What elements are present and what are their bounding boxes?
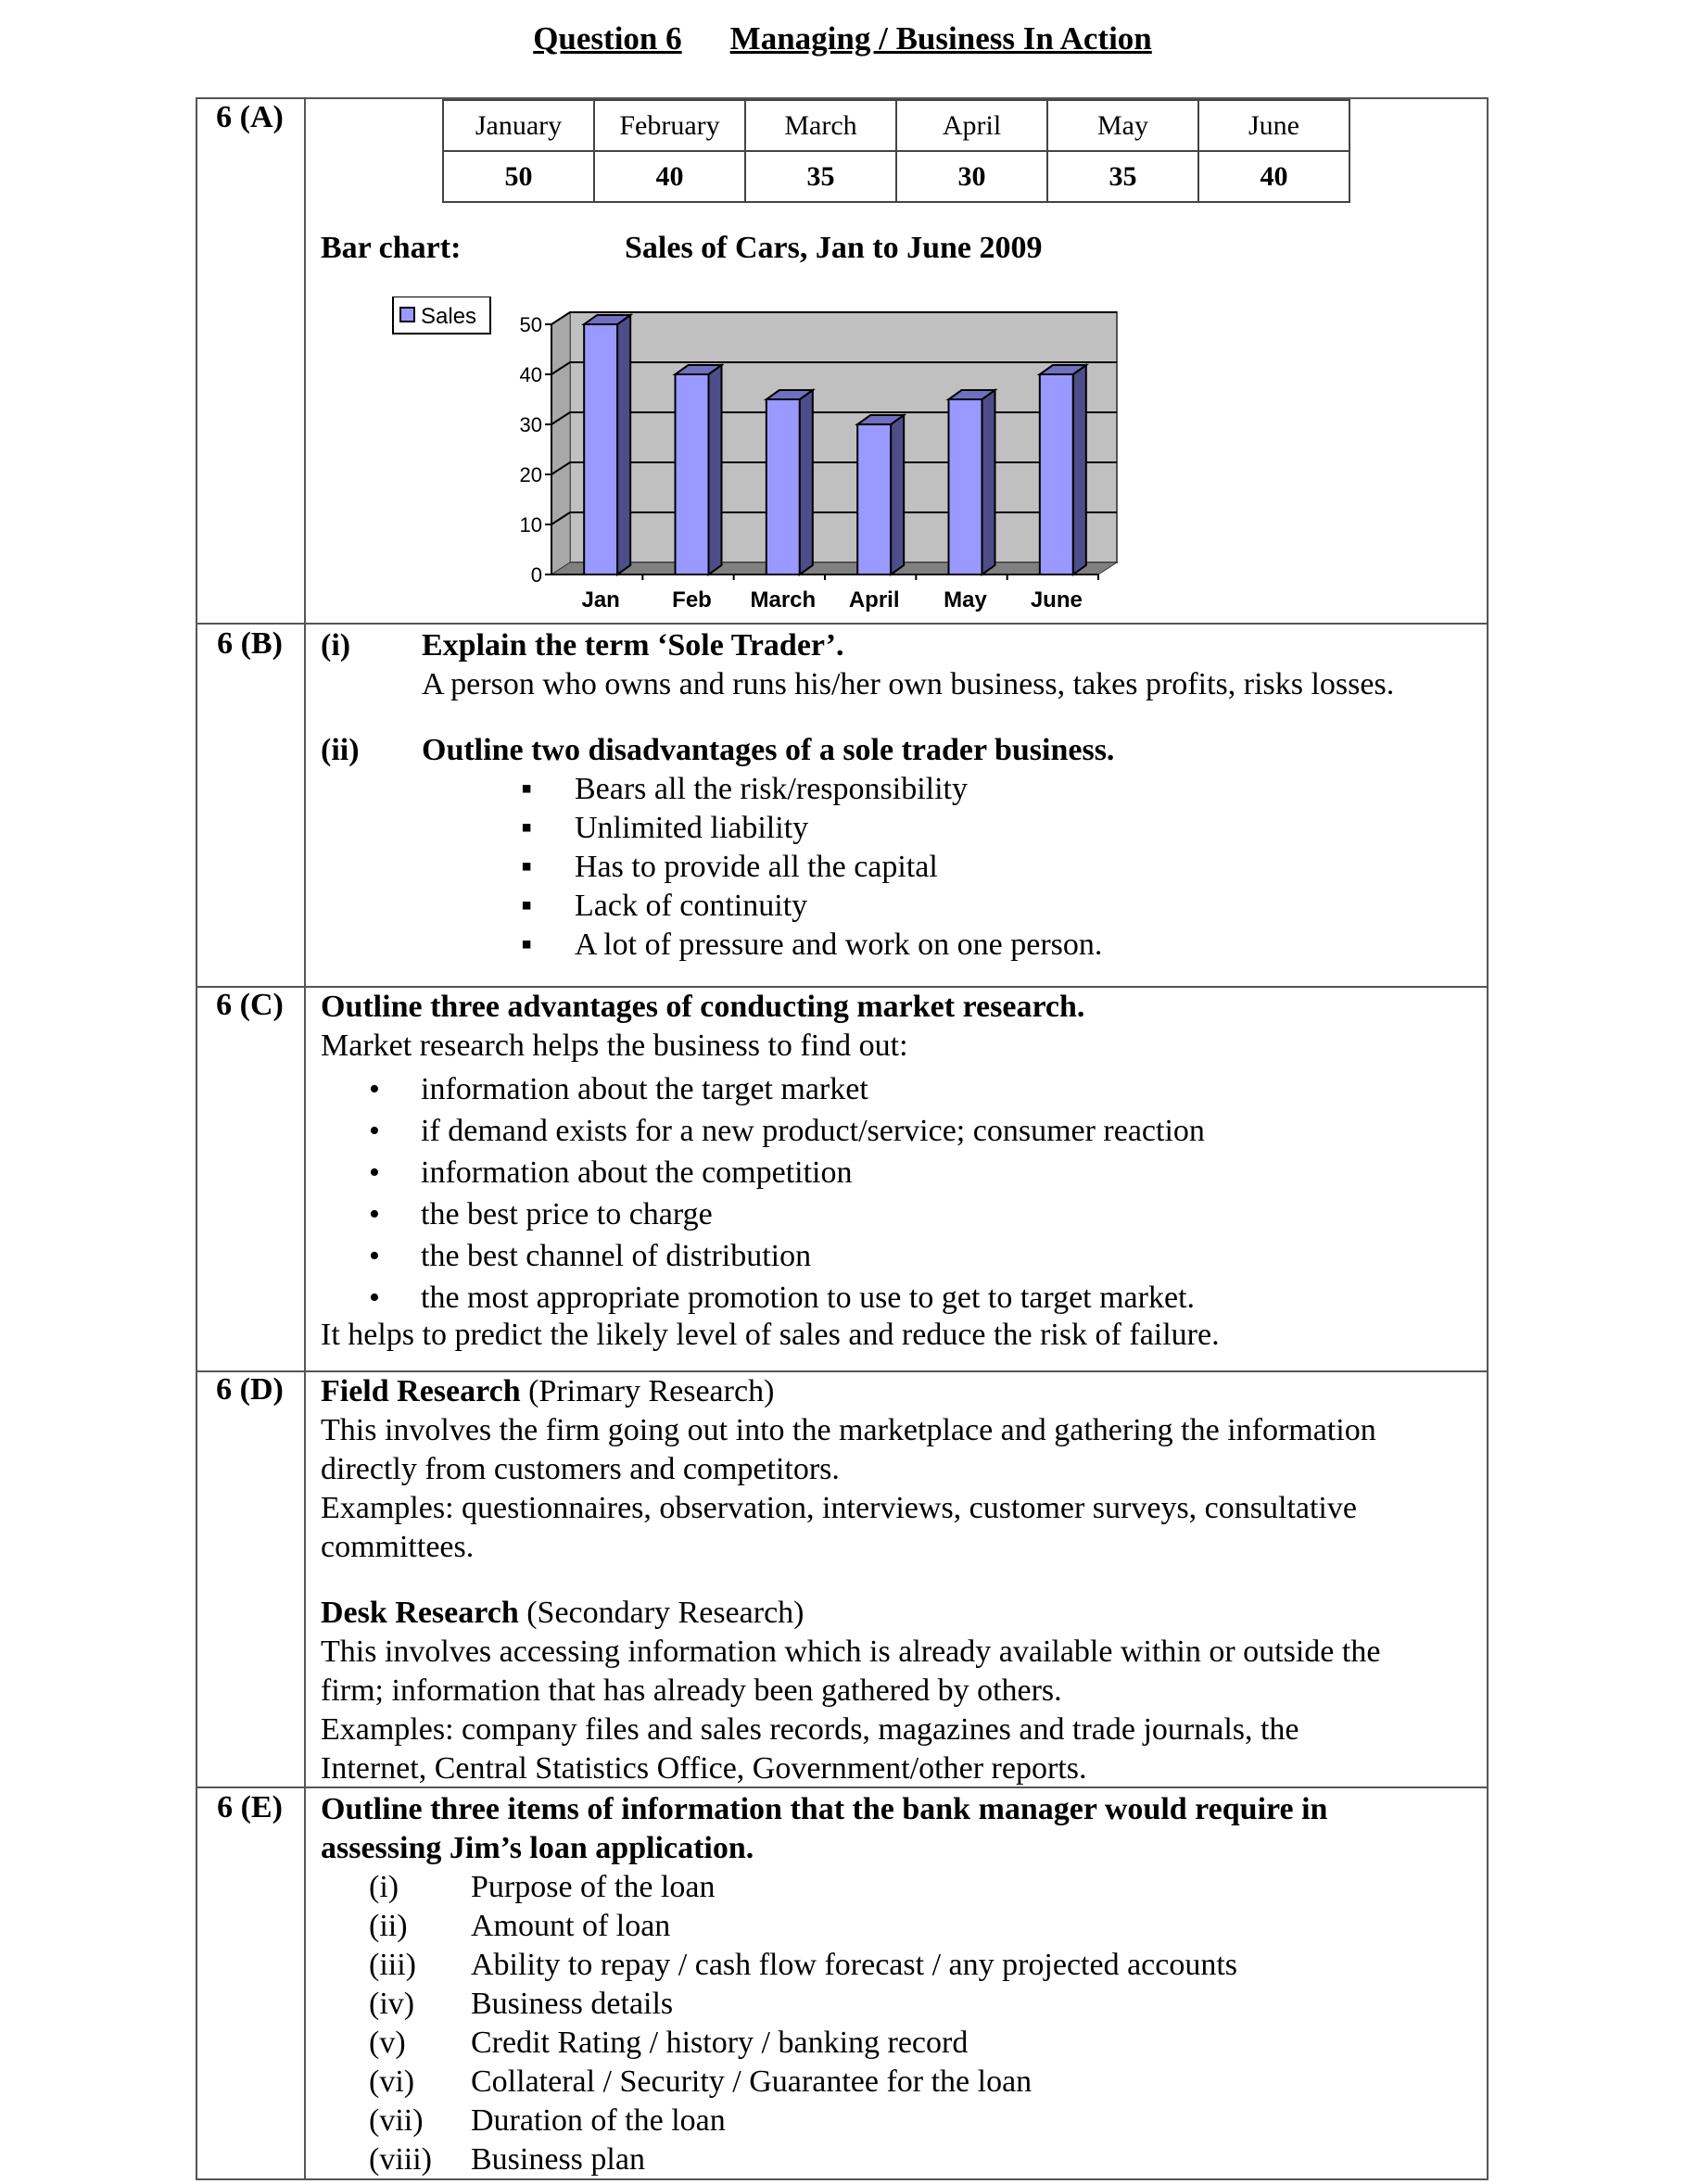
legend-swatch [400,308,414,322]
bar-chart-label: Bar chart: [321,231,462,265]
bar-jan [584,324,617,574]
dot-bullet-icon: • [369,1197,380,1231]
dot-bullet-icon: • [369,1281,380,1315]
month-cell: January [443,100,594,151]
list-item: • the best channel of distribution [369,1235,1205,1277]
section-d-label: 6 (D) [216,1372,284,1407]
plot-area [551,312,1117,574]
x-tick-label: Feb [672,587,712,612]
list-item: (vi) Collateral / Security / Guarantee for the loan [369,2064,1033,2099]
section-b-label: 6 (B) [217,626,283,661]
c-bullet-list [369,1068,1205,1319]
chart-legend [393,297,490,334]
bar-chart [380,297,1196,621]
row-divider-b [196,623,1489,625]
bar-side [709,365,722,574]
legend-label: Sales [421,304,477,329]
list-item: (iv) Business details [369,1987,674,2021]
b-bullet-list [521,770,1102,965]
question-number: Question 6 [533,20,682,57]
list-item: • if demand exists for a new product/service; consumer reaction [369,1110,1205,1152]
bar-march [766,399,800,574]
x-tick-label: May [944,587,987,612]
value-cell: 30 [896,151,1047,202]
bar-side [891,415,904,574]
month-cell: May [1047,100,1198,151]
chart-title: Sales of Cars, Jan to June 2009 [625,231,1043,265]
e-question-line1: Outline three items of information that the bank manager would require in [321,1792,1328,1826]
page-title [0,20,1685,57]
d-field-line: directly from customers and competitors. [321,1452,840,1486]
x-tick-label: June [1030,587,1083,612]
y-tick-label: 30 [519,413,542,436]
y-tick-label: 10 [519,513,542,537]
d-field-line: This involves the firm going out into the marketplace and gathering the information [321,1413,1376,1447]
section-e-label: 6 (E) [217,1790,283,1824]
d-field-line: committees. [321,1530,475,1564]
square-bullet-icon: ▪ [521,811,533,845]
month-cell: April [896,100,1047,151]
y-tick-label: 20 [519,463,542,486]
d-field-title: Field Research [321,1374,521,1408]
square-bullet-icon: ▪ [521,889,533,923]
list-item: • the best price to charge [369,1193,1205,1235]
x-tick-label: April [848,587,900,612]
b-i-question: Explain the term ‘Sole Trader’. [422,628,844,663]
e-numbered-list [369,1868,1237,2179]
x-tick-label: March [750,587,817,612]
y-tick-label: 50 [519,313,542,336]
x-axis-labels [581,587,1082,612]
months-value-row [443,151,1349,202]
c-intro: Market research helps the business to find out: [321,1029,908,1063]
square-bullet-icon: ▪ [521,850,533,884]
d-desk-line: firm; information that has already been gathered by others. [321,1673,1062,1708]
months-table [442,99,1350,203]
bar-april [857,424,891,574]
list-item: (viii) Business plan [369,2142,645,2177]
d-field-line: Examples: questionnaires, observation, interviews, customer surveys, consultative [321,1491,1357,1525]
bar-side [1073,365,1086,574]
square-bullet-icon: ▪ [521,772,533,806]
section-c-label: 6 (C) [216,988,284,1022]
list-item: ▪ Unlimited liability [521,809,1102,848]
value-cell: 35 [745,151,896,202]
b-i-number: (i) [321,628,351,663]
bar-may [949,399,982,574]
b-ii-number: (ii) [321,733,360,767]
column-divider [304,97,306,2180]
value-cell: 35 [1047,151,1198,202]
d-field-heading [321,1372,774,1411]
list-item: (ii) Amount of loan [369,1909,671,1943]
bar-side [617,315,630,574]
y-tick-label: 0 [530,563,542,587]
list-item: (vii) Duration of the loan [369,2103,726,2138]
c-question: Outline three advantages of conducting market research. [321,990,1085,1024]
d-desk-line: Internet, Central Statistics Office, Government/other reports. [321,1751,1087,1786]
list-item: • the most appropriate promotion to use to get to target market. [369,1277,1205,1319]
month-cell: February [594,100,745,151]
list-item: • information about the target market [369,1068,1205,1110]
value-cell: 40 [1198,151,1349,202]
plot-background [570,312,1117,562]
c-conclusion: It helps to predict the likely level of sales and reduce the risk of failure. [321,1318,1220,1352]
months-header-row [443,100,1349,151]
value-cell: 50 [443,151,594,202]
b-i-answer: A person who owns and runs his/her own business, takes profits, risks losses. [422,667,1395,701]
d-desk-heading [321,1594,804,1633]
list-item: (i) Purpose of the loan [369,1870,716,1904]
b-ii-question: Outline two disadvantages of a sole trader business. [422,733,1115,767]
dot-bullet-icon: • [369,1072,380,1106]
d-field-sub: (Primary Research) [520,1374,775,1408]
list-item: ▪ Bears all the risk/responsibility [521,770,1102,809]
dot-bullet-icon: • [369,1155,380,1190]
dot-bullet-icon: • [369,1114,380,1148]
value-cell: 40 [594,151,745,202]
list-item: (v) Credit Rating / history / banking record [369,2026,969,2060]
month-cell: March [745,100,896,151]
list-item: ▪ A lot of pressure and work on one person. [521,926,1102,965]
bar-side [800,390,813,574]
d-desk-line: This involves accessing information which is already available within or outside the [321,1635,1381,1669]
square-bullet-icon: ▪ [521,928,533,962]
e-question-line2: assessing Jim’s loan application. [321,1831,754,1865]
dot-bullet-icon: • [369,1239,380,1273]
d-desk-line: Examples: company files and sales records, magazines and trade journals, the [321,1712,1299,1747]
month-cell: June [1198,100,1349,151]
bar-june [1040,374,1073,574]
d-desk-title: Desk Research [321,1596,519,1630]
bar-side [982,390,995,574]
list-item: ▪ Lack of continuity [521,887,1102,926]
list-item: ▪ Has to provide all the capital [521,848,1102,887]
list-item: • information about the competition [369,1152,1205,1193]
question-topic: Managing / Business In Action [729,20,1152,57]
list-item: (iii) Ability to repay / cash flow forecast / any projected accounts [369,1948,1238,1982]
section-a-label: 6 (A) [216,100,284,134]
x-tick-label: Jan [581,587,620,612]
y-tick-label: 40 [519,363,542,386]
plot-floor [551,562,1117,574]
d-desk-sub: (Secondary Research) [518,1596,804,1630]
bar-feb [676,374,709,574]
plot-side-wall [551,312,570,574]
